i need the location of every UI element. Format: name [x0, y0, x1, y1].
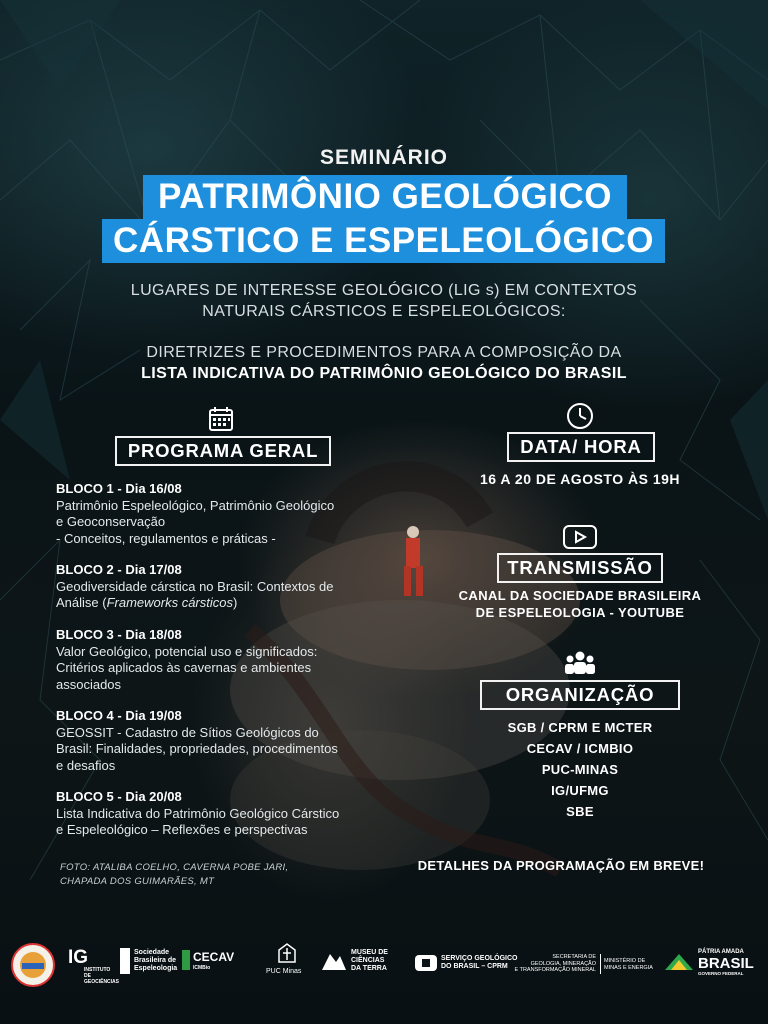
subtitle-line-2: NATURAIS CÁRSTICOS E ESPELEOLÓGICOS:: [202, 303, 566, 320]
block-line: Patrimônio Espeleológico, Patrimônio Geológico: [56, 497, 335, 513]
guidelines: [0, 342, 768, 384]
block-line: e Espeleológico – Reflexões e perspectivas: [56, 822, 308, 837]
program-heading: PROGRAMA GERAL: [115, 436, 331, 466]
title-line-2: CÁRSTICO E ESPELEOLÓGICO: [102, 219, 665, 263]
guideline-line-2: LISTA INDICATIVA DO PATRIMÔNIO GEOLÓGICO DO BRASIL: [141, 365, 627, 382]
cecav-emblem-icon: [182, 950, 190, 970]
organization-item: SGB / CPRM E MCTER: [507, 720, 653, 735]
photo-credit: [60, 861, 288, 889]
photo-credit-line-1: FOTO: ATALIBA COELHO, CAVERNA POBE JARI,: [60, 862, 289, 873]
ministerio-logo-line: MINAS E ENERGIA: [604, 964, 653, 971]
broadcast-line-2: DE ESPELEOLOGIA - YOUTUBE: [475, 605, 685, 620]
calendar-icon: [208, 406, 234, 432]
brasil-flag-icon: [663, 950, 695, 974]
photo-credit-line-2: CHAPADA DOS GUIMARÃES, MT: [60, 876, 215, 887]
block-line: Brasil: Finalidades, propriedades, procedimentos: [56, 741, 338, 756]
puc-minas-logo: PUC Minas: [266, 968, 302, 975]
organization-heading: ORGANIZAÇÃO: [480, 680, 680, 710]
subtitle: [0, 280, 768, 322]
program-block-1: [56, 481, 396, 547]
sgb-logo-line: DO BRASIL – CPRM: [441, 963, 508, 970]
sbe-logo-line: Brasileira de: [134, 957, 177, 964]
secretaria-logo-line: GEOLOGIA, MINERAÇÃO: [530, 960, 596, 967]
details-notice: DETALHES DA PROGRAMAÇÃO EM BREVE!: [417, 858, 705, 873]
sbe-logo-line: Sociedade: [134, 949, 170, 956]
sgb-logo: [441, 955, 518, 971]
museu-logo-line: DA TERRA: [351, 965, 387, 972]
ig-instituto-logo: IG: [68, 947, 89, 968]
organization-item: CECAV / ICMBIO: [526, 741, 634, 756]
cecav-caption: ICMBio: [193, 965, 211, 971]
organization-item: IG/UFMG: [551, 783, 609, 798]
block-line: associados: [56, 676, 122, 692]
museu-logo-line: CIÊNCIAS: [351, 957, 385, 964]
block-line: GEOSSIT - Cadastro de Sítios Geológicos do: [56, 724, 319, 740]
block-line: - Conceitos, regulamentos e práticas -: [56, 530, 276, 546]
sgb-emblem-icon: [414, 954, 438, 972]
ig-instituto-caption: INSTITUTO DE GEOCIÊNCIAS: [84, 967, 120, 985]
museu-logo-line: MUSEU DE: [351, 949, 388, 956]
schedule-heading: DATA/ HORA: [507, 432, 655, 462]
brasil-gov-line: BRASIL: [698, 955, 754, 972]
ministerio-logo: [604, 958, 653, 971]
broadcast-heading: TRANSMISSÃO: [497, 553, 663, 583]
clock-icon: [566, 402, 594, 430]
block-title: BLOCO 5 - Dia 20/08: [56, 789, 182, 804]
puc-crest-icon: [276, 942, 298, 964]
organization-list: [480, 717, 680, 822]
program-block-3: [56, 627, 396, 693]
secretaria-logo-line: SECRETARIA DE: [552, 954, 596, 960]
sbe-logo: [134, 949, 177, 973]
organization-item: PUC-MINAS: [541, 762, 619, 777]
block-line-prefix: Análise (: [56, 595, 107, 610]
block-title: BLOCO 3 - Dia 18/08: [56, 627, 182, 642]
title-line-1: PATRIMÔNIO GEOLÓGICO: [143, 175, 627, 219]
cecav-logo: CECAV: [193, 950, 235, 964]
block-title: BLOCO 4 - Dia 19/08: [56, 708, 182, 723]
brasil-gov-line: GOVERNO FEDERAL: [698, 971, 744, 976]
secretaria-logo: [514, 954, 601, 974]
museu-emblem-icon: [320, 946, 348, 974]
program-block-5: [56, 789, 396, 839]
sbe-logo-line: Espeleologia: [134, 965, 178, 972]
secretaria-logo-line: E TRANSFORMAÇÃO MINERAL: [514, 967, 596, 973]
block-line: Valor Geológico, potencial uso e significados:: [56, 643, 318, 659]
organization-item: SBE: [566, 804, 594, 819]
block-line-italic: Frameworks cársticos: [106, 595, 233, 610]
broadcast-details: [430, 587, 730, 621]
guideline-line-1: DIRETRIZES E PROCEDIMENTOS PARA A COMPOSIÇÃO DA: [146, 344, 622, 361]
museu-logo: [351, 949, 388, 973]
sponsor-logos: [0, 928, 768, 1024]
block-line: Lista Indicativa do Patrimônio Geológico Cárstico: [56, 805, 340, 821]
program-block-4: [56, 708, 396, 774]
sbe-emblem-icon: [120, 948, 130, 974]
program-block-2: [56, 562, 396, 612]
block-line: e Geoconservação: [56, 514, 166, 529]
block-line: [56, 595, 396, 612]
round-seal-logo: [10, 942, 56, 988]
sgb-logo-line: SERVIÇO GEOLÓGICO: [441, 955, 518, 962]
block-title: BLOCO 1 - Dia 16/08: [56, 481, 182, 496]
brasil-gov-logo: [698, 949, 754, 976]
subtitle-line-1: LUGARES DE INTERESSE GEOLÓGICO (LIG s) EM CONTEXTOS: [130, 282, 638, 299]
people-icon: [564, 650, 596, 676]
seminar-kicker: SEMINÁRIO: [319, 146, 448, 169]
block-line-suffix: ): [233, 595, 238, 610]
ministerio-logo-line: MINISTÉRIO DE: [604, 958, 646, 964]
play-icon: [562, 524, 598, 550]
broadcast-line-1: CANAL DA SOCIEDADE BRASILEIRA: [458, 588, 702, 603]
block-line: Geodiversidade cárstica no Brasil: Contextos de: [56, 578, 334, 594]
block-title: BLOCO 2 - Dia 17/08: [56, 562, 182, 577]
block-line: e desafios: [56, 757, 116, 773]
brasil-gov-line: PÁTRIA AMADA: [698, 949, 744, 955]
schedule-value: 16 A 20 DE AGOSTO ÀS 19H: [479, 471, 681, 487]
block-line: Critérios aplicados às cavernas e ambientes: [56, 660, 312, 675]
